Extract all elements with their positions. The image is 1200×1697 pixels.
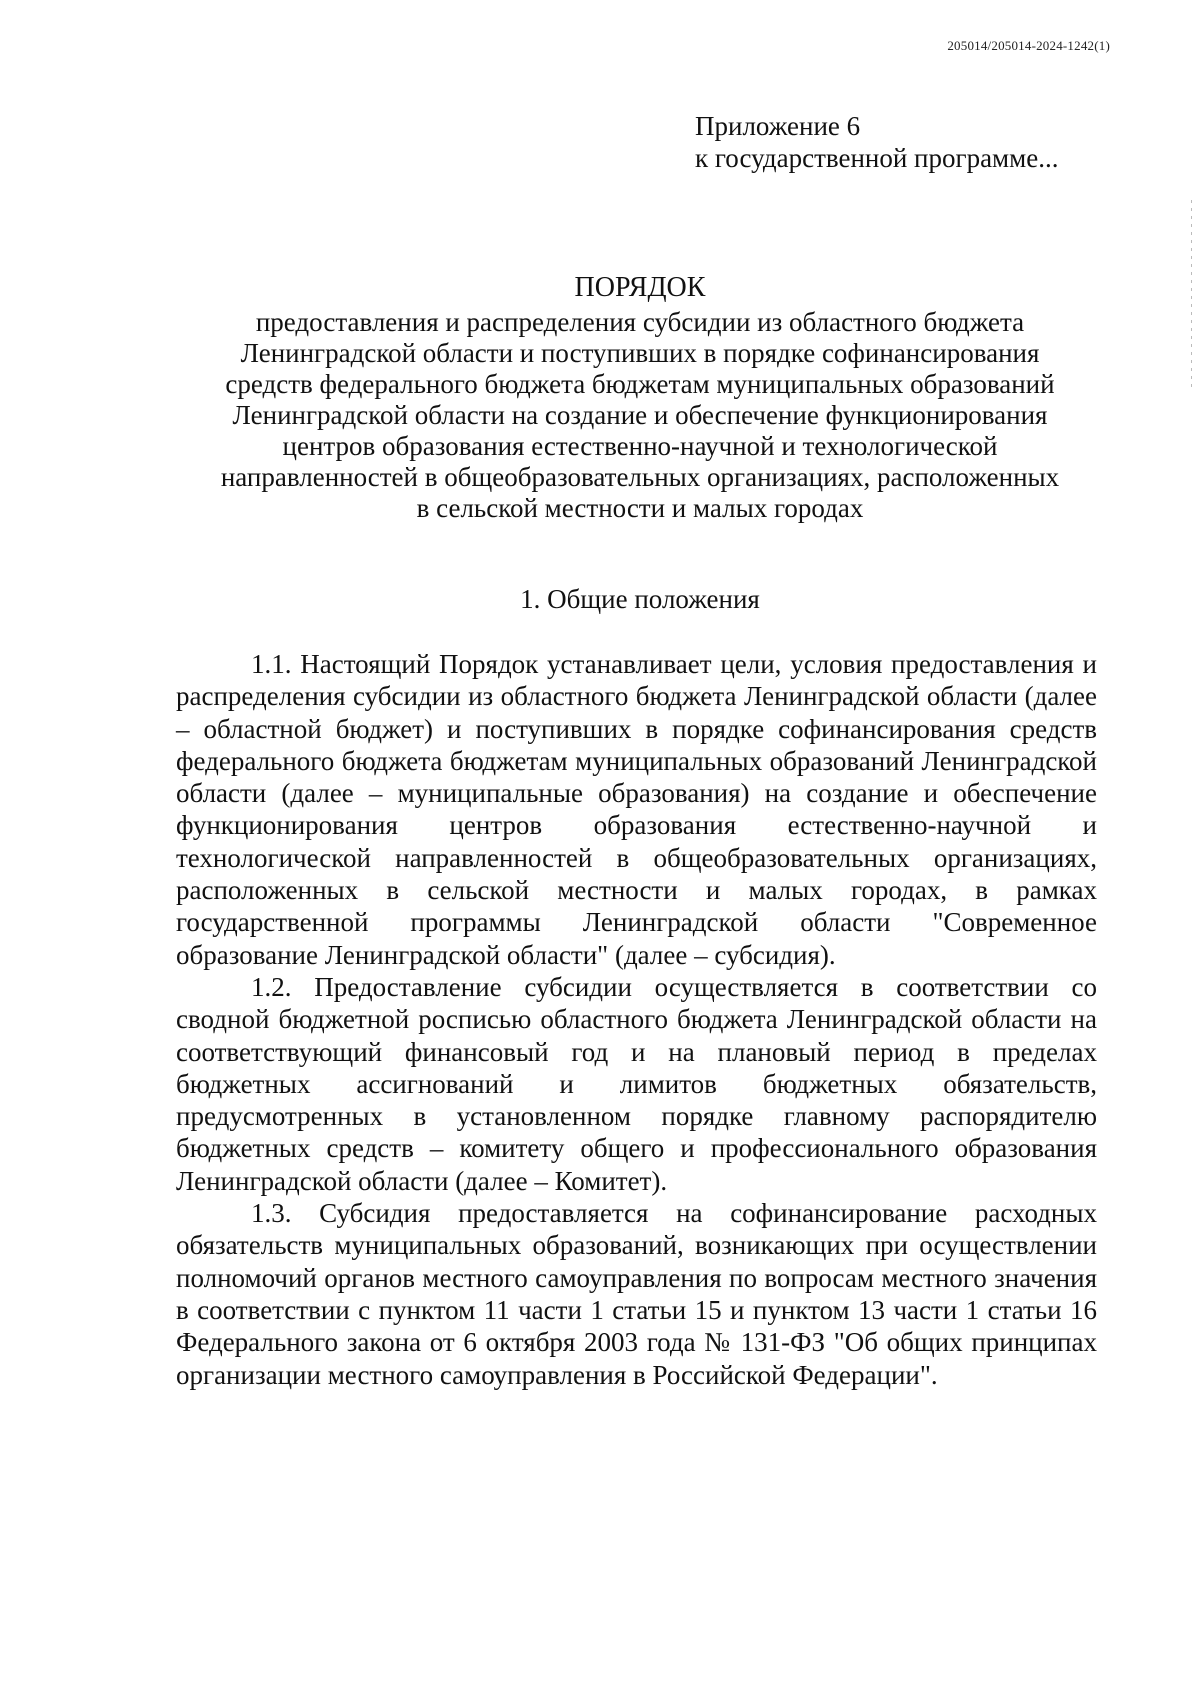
title-line: центров образования естественно-научной и технологической xyxy=(282,431,998,461)
appendix-reference: к государственной программе... xyxy=(695,143,1059,173)
document-id: 205014/205014-2024-1242(1) xyxy=(947,38,1110,53)
paragraph-1-2: 1.2. Предоставление субсидии осуществляется в соответствии со сводной бюджетной росписью областного бюджета Ленинградской области на соответствующий финансовый год и на плановый период в пределах бюджетных ассигнований и лимитов бюджетных обязательств, предусмотренных в установленном порядке главному распорядителю бюджетных средств – комитету общего и профессионального образования Ленинградской области (далее – Комитет). xyxy=(176,971,1097,1196)
section-heading: 1. Общие положения xyxy=(520,584,760,614)
scan-edge-mark xyxy=(1191,200,1192,390)
appendix-number: Приложение 6 xyxy=(695,111,861,141)
title-line: Ленинградской области на создание и обеспечение функционирования xyxy=(232,400,1048,430)
title-main: ПОРЯДОК xyxy=(574,272,706,303)
appendix-block xyxy=(695,110,1058,174)
title-line: в сельской местности и малых городах xyxy=(416,493,864,523)
paragraph-1-1: 1.1. Настоящий Порядок устанавливает цели, условия предоставления и распределения субсидии из областного бюджета Ленинградской области (далее – областной бюджет) и поступивших в порядке софинансирования средств федерального бюджета бюджетам муниципальных образований Ленинградской области (далее – муниципальные образования) на создание и обеспечение функционирования центров образования естественно-научной и технологической направленностей в общеобразовательных организациях, расположенных в сельской местности и малых городах, в рамках государственной программы Ленинградской области "Современное образование Ленинградской области" (далее – субсидия). xyxy=(176,649,1097,970)
title-line: предоставления и распределения субсидии из областного бюджета xyxy=(255,307,1025,337)
title-line: направленностей в общеобразовательных организациях, расположенных xyxy=(220,462,1060,492)
section-body xyxy=(176,648,1097,1391)
paragraph-1-3: 1.3. Субсидия предоставляется на софинансирование расходных обязательств муниципальных образований, возникающих при осуществлении полномочий органов местного самоуправления по вопросам местного значения в соответствии с пунктом 11 части 1 статьи 15 и пунктом 13 части 1 статьи 16 Федерального закона от 6 октября 2003 года № 131-ФЗ "Об общих принципах организации местного самоуправления в Российской Федерации". xyxy=(176,1198,1097,1390)
title-line: средств федерального бюджета бюджетам муниципальных образований xyxy=(225,369,1055,399)
document-title xyxy=(150,272,1130,524)
title-line: Ленинградской области и поступивших в порядке софинансирования xyxy=(240,338,1040,368)
